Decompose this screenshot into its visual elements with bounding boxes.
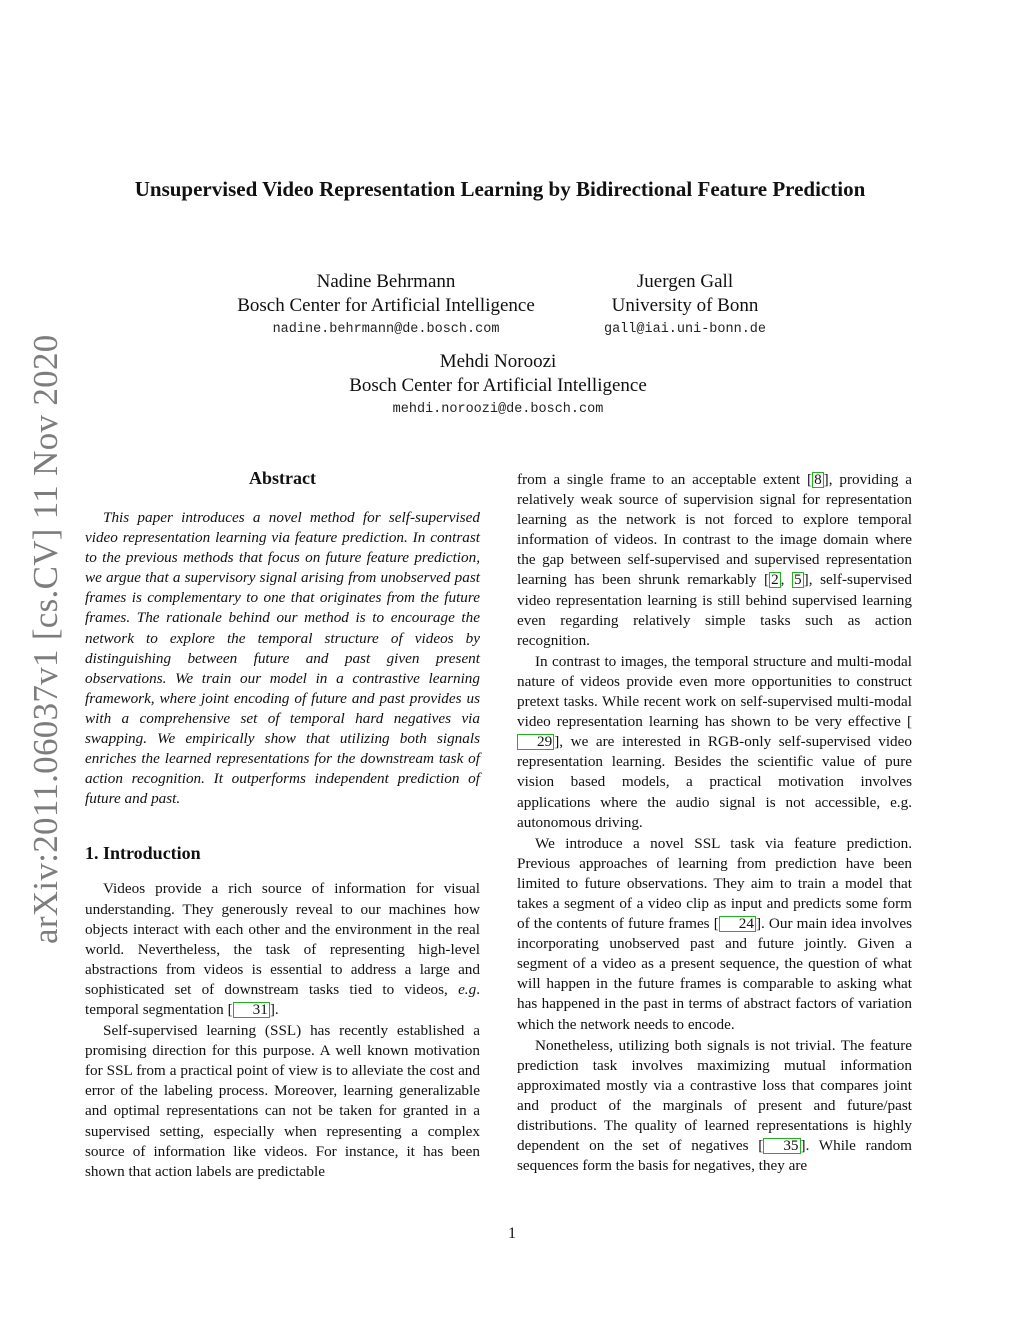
paper-title: Unsupervised Video Representation Learning by Bidirectional Feature Prediction	[134, 177, 866, 201]
citation-separator: ,	[780, 571, 793, 589]
arxiv-stamp: arXiv:2011.06037v1 [cs.CV] 11 Nov 2020	[26, 334, 65, 944]
paragraph-text: Videos provide a rich source of information for visual understanding. They generously reveal to our machines how objects interact with each other and the environment in the real world. Nevertheless, the task of representing high-level abstractions from videos is essential to address a large and sophisticated set of downstream tasks tied to videos,	[85, 880, 480, 998]
paragraph-text: We introduce a novel SSL task via feature prediction. Previous approaches of learning from prediction have been limited to future observations. They aim to train a model that takes a segment of a video clip as input and predicts some form of the contents of future frames	[517, 834, 912, 933]
author-affiliation: Bosch Center for Artificial Intelligence	[237, 295, 535, 316]
paragraph-text: . Our main idea involves incorporating unobserved past and future jointly. Given a segment of a video as a present sequence, the question of what will happen in the future frames is comparable to asking what has happened in the past in terms of abstract factors of variation which the network needs to encode.	[517, 915, 912, 1033]
page-number: 1	[508, 1225, 516, 1242]
paragraph-text: from a single frame to an acceptable extent	[517, 471, 807, 488]
paragraph-text: , providing a relatively weak source of supervision signal for representation learning as the network is not forced to explore temporal information of videos. In contrast to the image domain where the gap between self-supervised and supervised representation learning has been shrunk remarkably	[517, 471, 912, 589]
author-affiliation: University of Bonn	[611, 295, 759, 316]
author-block	[300, 350, 696, 420]
section-heading: 1. Introduction	[85, 843, 201, 864]
paragraph-text: Nonetheless, utilizing both signals is not trivial. The feature prediction task involves maximizing mutual information approximated mostly via a contrastive loss that compares joint and product of the marginals of present and future/past distributions. The quality of learned representations is highly dependent on the set of negatives	[517, 1036, 912, 1155]
citation-link[interactable]: 31	[233, 1002, 270, 1018]
author-name: Mehdi Noroozi	[439, 351, 557, 372]
body-paragraph: In contrast to images, the temporal structure and multi-modal nature of videos provide even more opportunities to construct pretext tasks. While recent work on self-supervised multi-modal video representation learning has shown to be very effective [29 ], we are interested in RGB-only self-supervised video representation learning. Besides the scientific value of pure vision based models, a practical motivation involves applications where the audio signal is not accessible, e.g. autonomous driving.	[517, 652, 912, 831]
citation-link[interactable]: 35	[763, 1138, 800, 1154]
body-paragraph: from a single frame to an acceptable extent [ 8 ], providing a relatively weak source of supervision signal for representation learning as the network is not forced to explore temporal information of videos. In contrast to the image domain where the gap between self-supervised and supervised representation learning has been shrunk remarkably [ 2 , 5 ], self-supervised video representation learning is still behind supervised learning even regarding relatively simple tasks such as action recognition.	[517, 471, 913, 649]
left-column	[85, 460, 480, 1182]
citation-link[interactable]: 5	[794, 571, 802, 589]
author-email[interactable]: nadine.behrmann@de.bosch.com	[272, 322, 500, 337]
citation-link[interactable]: 24	[719, 916, 756, 932]
paragraph-text: . While random sequences form the basis for negatives, they are	[517, 1137, 912, 1175]
author-name: Nadine Behrmann	[316, 271, 456, 292]
paragraph-text: In contrast to images, the temporal structure and multi-modal nature of videos provide even more opportunities to construct pretext tasks. While recent work on self-supervised multi-modal video representation learning has shown to be very effective	[517, 652, 912, 731]
author-block	[575, 270, 795, 340]
body-paragraph: Nonetheless, utilizing both signals is not trivial. The feature prediction task involves maximizing mutual information approximated mostly via a contrastive loss that compares joint and product of the marginals of present and future/past distributions. The quality of learned representations is highly dependent on the set of negatives [ 35 ]. While random sequences form the basis for negatives, they are	[517, 1036, 912, 1175]
author-email[interactable]: gall@iai.uni-bonn.de	[603, 322, 767, 337]
paragraph-text: ], self-supervised video representation learning is still behind supervised learning even regarding relatively simple tasks such as action recognition.	[517, 571, 913, 649]
abstract-text: This paper introduces a novel method for self-supervised video representation learning via feature prediction. In contrast to the previous methods that focus on future feature prediction, we argue that a supervisory signal arising from unobserved past frames is complementary to one that originates from the future frames. The rationale behind our method is to encourage the network to explore the temporal structure of videos by distinguishing between future and past given present observations. We train our model in a contrastive learning framework, where joint encoding of future and past provides us with a comprehensive set of temporal hard negatives via swapping. We empirically show that utilizing both signals enriches the learned representations for the downstream task of action recognition. It outperforms independent prediction of future and past.	[85, 509, 480, 808]
author-affiliation: Bosch Center for Artificial Intelligence	[349, 375, 647, 396]
citation-link[interactable]: 29	[517, 734, 554, 750]
author-name: Juergen Gall	[636, 271, 734, 292]
eg-abbrev: e.g	[458, 980, 477, 998]
paragraph-text: .	[274, 1000, 279, 1018]
right-column	[517, 470, 912, 1176]
paragraph-text: , we are interested in RGB-only self-supervised video representation learning. Besides the scientific value of pure vision based models, a practical motivation involves applications where the audio signal is not accessible, e.g. autonomous driving.	[517, 733, 912, 831]
body-paragraph: We introduce a novel SSL task via feature prediction. Previous approaches of learning from prediction have been limited to future observations. They aim to train a model that takes a segment of a video clip as input and predicts some form of the contents of future frames [ 24 ]. Our main idea involves incorporating unobserved past and future jointly. Given a segment of a video as a present sequence, the question of what will happen in the future frames is comparable to asking what has happened in the past in terms of abstract factors of variation which the network needs to encode.	[517, 834, 912, 1033]
body-paragraph: Videos provide a rich source of information for visual understanding. They generously reveal to our machines how objects interact with each other and the environment in the real world. Nevertheless, the task of representing high-level abstractions from videos is essential to address a large and sophisticated set of downstream tasks tied to videos, e.g. temporal segmentation [ 31 ].	[85, 880, 480, 1018]
paragraph-text: . temporal segmentation	[85, 980, 480, 1018]
author-email[interactable]: mehdi.noroozi@de.bosch.com	[392, 402, 604, 417]
body-paragraph: Self-supervised learning (SSL) has recently established a promising direction for this purpose. A well known motivation for SSL from a practical point of view is to alleviate the cost and error of the labeling process. Moreover, learning generalizable and optimal representations can not be taken for granted in a supervised setting, especially when representing a complex source of information like videos. For instance, it has been shown that action labels are predictable	[85, 1022, 480, 1180]
citation-link[interactable]: 8	[814, 471, 822, 488]
author-block	[200, 270, 572, 340]
citation-link[interactable]: 2	[771, 571, 779, 589]
abstract-heading: Abstract	[249, 468, 316, 488]
